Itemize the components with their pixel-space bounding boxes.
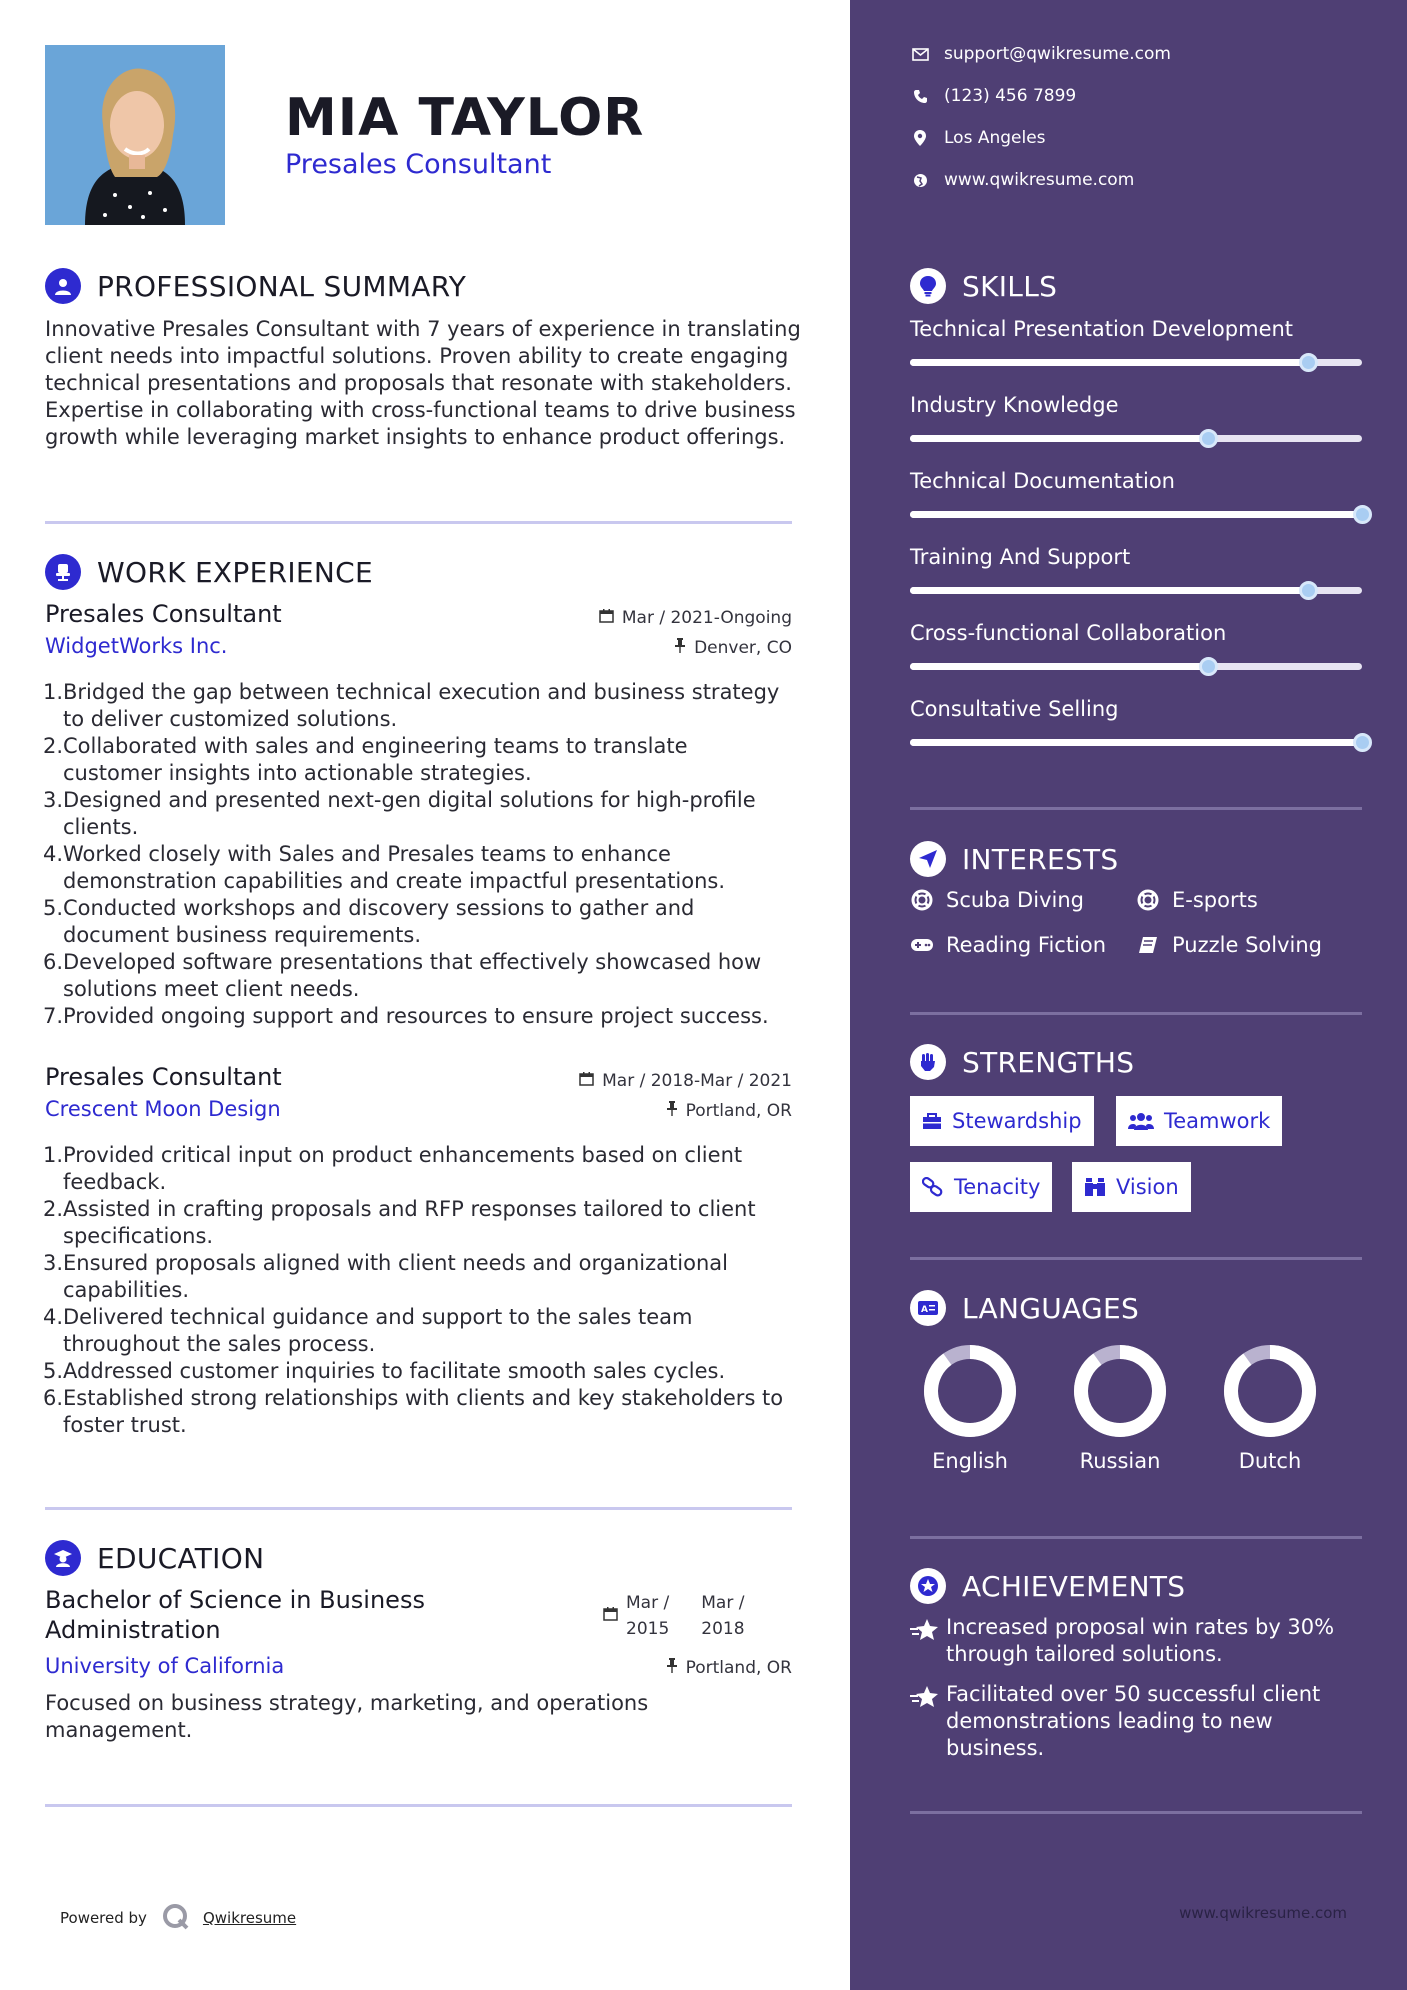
pushpin-icon bbox=[674, 638, 686, 658]
star-speed-icon bbox=[910, 1614, 946, 1668]
skill-bar-knob bbox=[1299, 581, 1318, 600]
list-item: 6. Established strong relationships with clients and key stakeholders to foster trust. bbox=[43, 1386, 784, 1437]
skill-item bbox=[910, 621, 1362, 645]
language-label: English bbox=[932, 1449, 1008, 1473]
life-ring-icon bbox=[910, 889, 934, 911]
life-ring-icon bbox=[1136, 889, 1160, 911]
sidebar bbox=[850, 0, 1407, 1990]
job-entry bbox=[45, 1063, 792, 1439]
skill-bar-fill bbox=[910, 435, 1208, 442]
candidate-name: MIA TAYLOR bbox=[285, 88, 645, 148]
language-level-ring bbox=[1072, 1343, 1168, 1439]
achievement-item bbox=[910, 1681, 1360, 1762]
user-icon bbox=[45, 268, 81, 304]
link-icon bbox=[922, 1177, 944, 1197]
interests-heading-row bbox=[910, 841, 1119, 877]
job-location-text: Denver, CO bbox=[694, 638, 792, 658]
list-item: 7. Provided ongoing support and resources to ensure project success. bbox=[43, 1004, 769, 1028]
skill-bar-knob bbox=[1353, 733, 1372, 752]
job-location bbox=[674, 638, 792, 658]
section-divider bbox=[45, 1507, 792, 1510]
education-location-text: Portland, OR bbox=[685, 1658, 792, 1678]
experience-heading-row bbox=[45, 554, 373, 590]
achievement-text: Increased proposal win rates by 30% through tailored solutions. bbox=[946, 1615, 1335, 1666]
skill-bar-knob bbox=[1199, 657, 1218, 676]
users-icon bbox=[1128, 1112, 1154, 1130]
contact-email bbox=[910, 44, 1171, 64]
gamepad-icon bbox=[910, 938, 934, 952]
degree-line: Administration bbox=[45, 1616, 221, 1644]
interest-item bbox=[910, 933, 1106, 957]
skill-label: Industry Knowledge bbox=[910, 393, 1119, 417]
list-item: 4. Worked closely with Sales and Presales teams to enhance demonstration capabilities and create impactful presentations. bbox=[43, 842, 726, 893]
list-item: 3. Ensured proposals aligned with client needs and organizational capabilities. bbox=[43, 1251, 728, 1302]
education-date bbox=[603, 1590, 745, 1642]
language-item bbox=[1210, 1343, 1330, 1473]
contact-phone bbox=[910, 86, 1076, 106]
language-ring-fill bbox=[931, 1352, 1009, 1430]
languages-heading-row bbox=[910, 1290, 1139, 1326]
interest-item bbox=[910, 888, 1084, 912]
achievement-text: Facilitated over 50 successful client demonstrations leading to new business. bbox=[946, 1682, 1321, 1760]
job-location-text: Portland, OR bbox=[685, 1101, 792, 1121]
job-company: WidgetWorks Inc. bbox=[45, 634, 228, 658]
experience-heading: WORK EXPERIENCE bbox=[97, 555, 373, 589]
svg-text:A: A bbox=[921, 1305, 928, 1315]
skill-label: Technical Presentation Development bbox=[910, 317, 1294, 341]
language-ring-fill bbox=[1231, 1352, 1309, 1430]
list-item: 3. Designed and presented next-gen digital solutions for high-profile clients. bbox=[43, 788, 756, 839]
contact-phone-text: (123) 456 7899 bbox=[944, 86, 1077, 106]
globe-icon bbox=[910, 173, 930, 188]
language-level-ring bbox=[922, 1343, 1018, 1439]
binoculars-icon bbox=[1084, 1177, 1106, 1197]
calendar-icon bbox=[599, 608, 614, 628]
contact-location bbox=[910, 128, 1046, 148]
job-date bbox=[599, 608, 792, 628]
skills-heading: SKILLS bbox=[962, 269, 1058, 303]
contact-website-text[interactable]: www.qwikresume.com bbox=[944, 170, 1135, 190]
section-divider bbox=[910, 1257, 1362, 1260]
job-date-text: Mar / 2018-Mar / 2021 bbox=[602, 1071, 792, 1091]
pushpin-icon bbox=[666, 1101, 678, 1121]
education-heading: EDUCATION bbox=[97, 1541, 265, 1575]
skill-bar-knob bbox=[1353, 505, 1372, 524]
strength-chip bbox=[910, 1096, 1094, 1146]
powered-by bbox=[60, 1902, 296, 1934]
skill-bar bbox=[910, 511, 1362, 518]
contact-location-text: Los Angeles bbox=[944, 128, 1046, 148]
achievements-heading-row bbox=[910, 1568, 1185, 1604]
strength-label: Stewardship bbox=[952, 1109, 1082, 1133]
summary-text: Innovative Presales Consultant with 7 years of experience in translating client needs into impactful solutions. Proven ability to create engaging technical presentations and proposals that resonate with stakeholders. Expertise in collaborating with cross-functional teams to drive business growth while leveraging market insights to enhance product offerings. bbox=[45, 317, 801, 449]
qwikresume-logo-icon bbox=[161, 1902, 191, 1934]
section-divider bbox=[910, 1536, 1362, 1539]
skill-item bbox=[910, 317, 1362, 341]
book-icon bbox=[1136, 936, 1160, 954]
education-date-end: Mar / 2018 bbox=[701, 1593, 745, 1639]
calendar-icon bbox=[603, 1603, 618, 1629]
map-marker-icon bbox=[910, 130, 930, 146]
section-divider bbox=[910, 807, 1362, 810]
skill-label: Technical Documentation bbox=[910, 469, 1175, 493]
education-location bbox=[666, 1658, 792, 1678]
language-level-ring bbox=[1222, 1343, 1318, 1439]
summary-heading: PROFESSIONAL SUMMARY bbox=[97, 269, 467, 303]
section-divider bbox=[910, 1012, 1362, 1015]
paper-plane-icon bbox=[910, 841, 946, 877]
briefcase-icon bbox=[922, 1113, 942, 1130]
contact-email-text[interactable]: support@qwikresume.com bbox=[944, 44, 1171, 64]
skill-bar-knob bbox=[1299, 353, 1318, 372]
skill-bar bbox=[910, 739, 1362, 746]
skill-bar-fill bbox=[910, 739, 1362, 746]
skill-bar-knob bbox=[1199, 429, 1218, 448]
strength-label: Teamwork bbox=[1164, 1109, 1271, 1133]
skill-item bbox=[910, 393, 1362, 417]
strength-label: Tenacity bbox=[954, 1175, 1041, 1199]
job-date bbox=[579, 1071, 792, 1091]
powered-by-text: Powered by bbox=[60, 1909, 147, 1927]
skill-item bbox=[910, 697, 1362, 721]
skill-bar bbox=[910, 663, 1362, 670]
skill-bar bbox=[910, 587, 1362, 594]
profile-photo bbox=[45, 45, 225, 225]
candidate-title: Presales Consultant bbox=[285, 149, 552, 180]
interest-item bbox=[1136, 933, 1322, 957]
education-description: Focused on business strategy, marketing, and operations management. bbox=[45, 1691, 649, 1742]
section-divider bbox=[45, 521, 792, 524]
school-name: University of California bbox=[45, 1654, 285, 1678]
interest-item bbox=[1136, 888, 1258, 912]
job-bullets bbox=[45, 1142, 792, 1439]
skill-label: Cross-functional Collaboration bbox=[910, 621, 1227, 645]
interest-label: Reading Fiction bbox=[946, 933, 1107, 957]
contact-website bbox=[910, 170, 1134, 190]
skill-bar-fill bbox=[910, 587, 1308, 594]
languages-heading: LANGUAGES bbox=[962, 1291, 1140, 1325]
skills-heading-row bbox=[910, 268, 1057, 304]
summary-heading-row bbox=[45, 268, 466, 304]
interests-heading: INTERESTS bbox=[962, 842, 1119, 876]
strengths-heading: STRENGTHS bbox=[962, 1045, 1135, 1079]
skill-bar bbox=[910, 359, 1362, 366]
job-bullets bbox=[45, 679, 792, 1030]
skill-label: Training And Support bbox=[910, 545, 1131, 569]
language-item bbox=[1060, 1343, 1180, 1473]
job-title: Presales Consultant bbox=[45, 1063, 282, 1091]
job-date-text: Mar / 2021-Ongoing bbox=[621, 608, 792, 628]
language-label: Dutch bbox=[1238, 1449, 1302, 1473]
briefcase-chair-icon bbox=[45, 554, 81, 590]
interest-label: Puzzle Solving bbox=[1172, 933, 1322, 957]
footer-url[interactable]: www.qwikresume.com bbox=[1179, 1904, 1347, 1922]
degree-line: Bachelor of Science in Business bbox=[45, 1586, 425, 1614]
section-divider bbox=[910, 1811, 1362, 1814]
language-ring-fill bbox=[1081, 1352, 1159, 1430]
section-divider bbox=[45, 1804, 792, 1807]
strengths-heading-row bbox=[910, 1044, 1134, 1080]
education-date-start: Mar / 2015 bbox=[626, 1593, 670, 1639]
list-item: 1. Bridged the gap between technical execution and business strategy to deliver customized solutions. bbox=[43, 680, 780, 731]
list-item: 1. Provided critical input on product enhancements based on client feedback. bbox=[43, 1143, 743, 1194]
strength-chip bbox=[1116, 1096, 1282, 1146]
degree-title bbox=[45, 1585, 425, 1645]
skill-bar-fill bbox=[910, 359, 1308, 366]
list-item: 6. Developed software presentations that effectively showcased how solutions meet client needs. bbox=[43, 950, 762, 1001]
skill-item bbox=[910, 545, 1362, 569]
star-badge-icon bbox=[910, 1568, 946, 1604]
skill-bar-fill bbox=[910, 511, 1362, 518]
strength-chip bbox=[910, 1162, 1052, 1212]
achievements-heading: ACHIEVEMENTS bbox=[962, 1569, 1186, 1603]
strength-chip bbox=[1072, 1162, 1191, 1212]
list-item: 5. Conducted workshops and discovery sessions to gather and document business requirements. bbox=[43, 896, 695, 947]
job-title: Presales Consultant bbox=[45, 600, 282, 628]
skill-bar bbox=[910, 435, 1362, 442]
list-item: 4. Delivered technical guidance and support to the sales team throughout the sales process. bbox=[43, 1305, 693, 1356]
calendar-icon bbox=[579, 1071, 594, 1091]
language-item bbox=[910, 1343, 1030, 1473]
portrait-image bbox=[45, 45, 225, 225]
interest-label: E-sports bbox=[1172, 888, 1258, 912]
qwikresume-link[interactable]: Qwikresume bbox=[202, 1909, 297, 1927]
phone-icon bbox=[910, 89, 930, 104]
star-speed-icon bbox=[910, 1681, 946, 1762]
envelope-icon bbox=[910, 48, 930, 61]
skill-label: Consultative Selling bbox=[910, 697, 1119, 721]
pushpin-icon bbox=[666, 1658, 678, 1678]
language-icon bbox=[910, 1290, 946, 1326]
fist-icon bbox=[910, 1044, 946, 1080]
education-heading-row bbox=[45, 1540, 264, 1576]
lightbulb-icon bbox=[910, 268, 946, 304]
graduate-icon bbox=[45, 1540, 81, 1576]
interest-label: Scuba Diving bbox=[946, 888, 1084, 912]
achievement-item bbox=[910, 1614, 1360, 1668]
list-item: 2. Collaborated with sales and engineering teams to translate customer insights into actionable strategies. bbox=[43, 734, 688, 785]
list-item: 5. Addressed customer inquiries to facilitate smooth sales cycles. bbox=[43, 1359, 726, 1383]
job-entry bbox=[45, 600, 792, 1030]
skill-item bbox=[910, 469, 1362, 493]
strength-label: Vision bbox=[1116, 1175, 1179, 1199]
skill-bar-fill bbox=[910, 663, 1208, 670]
job-company: Crescent Moon Design bbox=[45, 1097, 281, 1121]
language-label: Russian bbox=[1079, 1449, 1161, 1473]
job-location bbox=[666, 1101, 792, 1121]
list-item: 2. Assisted in crafting proposals and RFP responses tailored to client specifications. bbox=[43, 1197, 756, 1248]
